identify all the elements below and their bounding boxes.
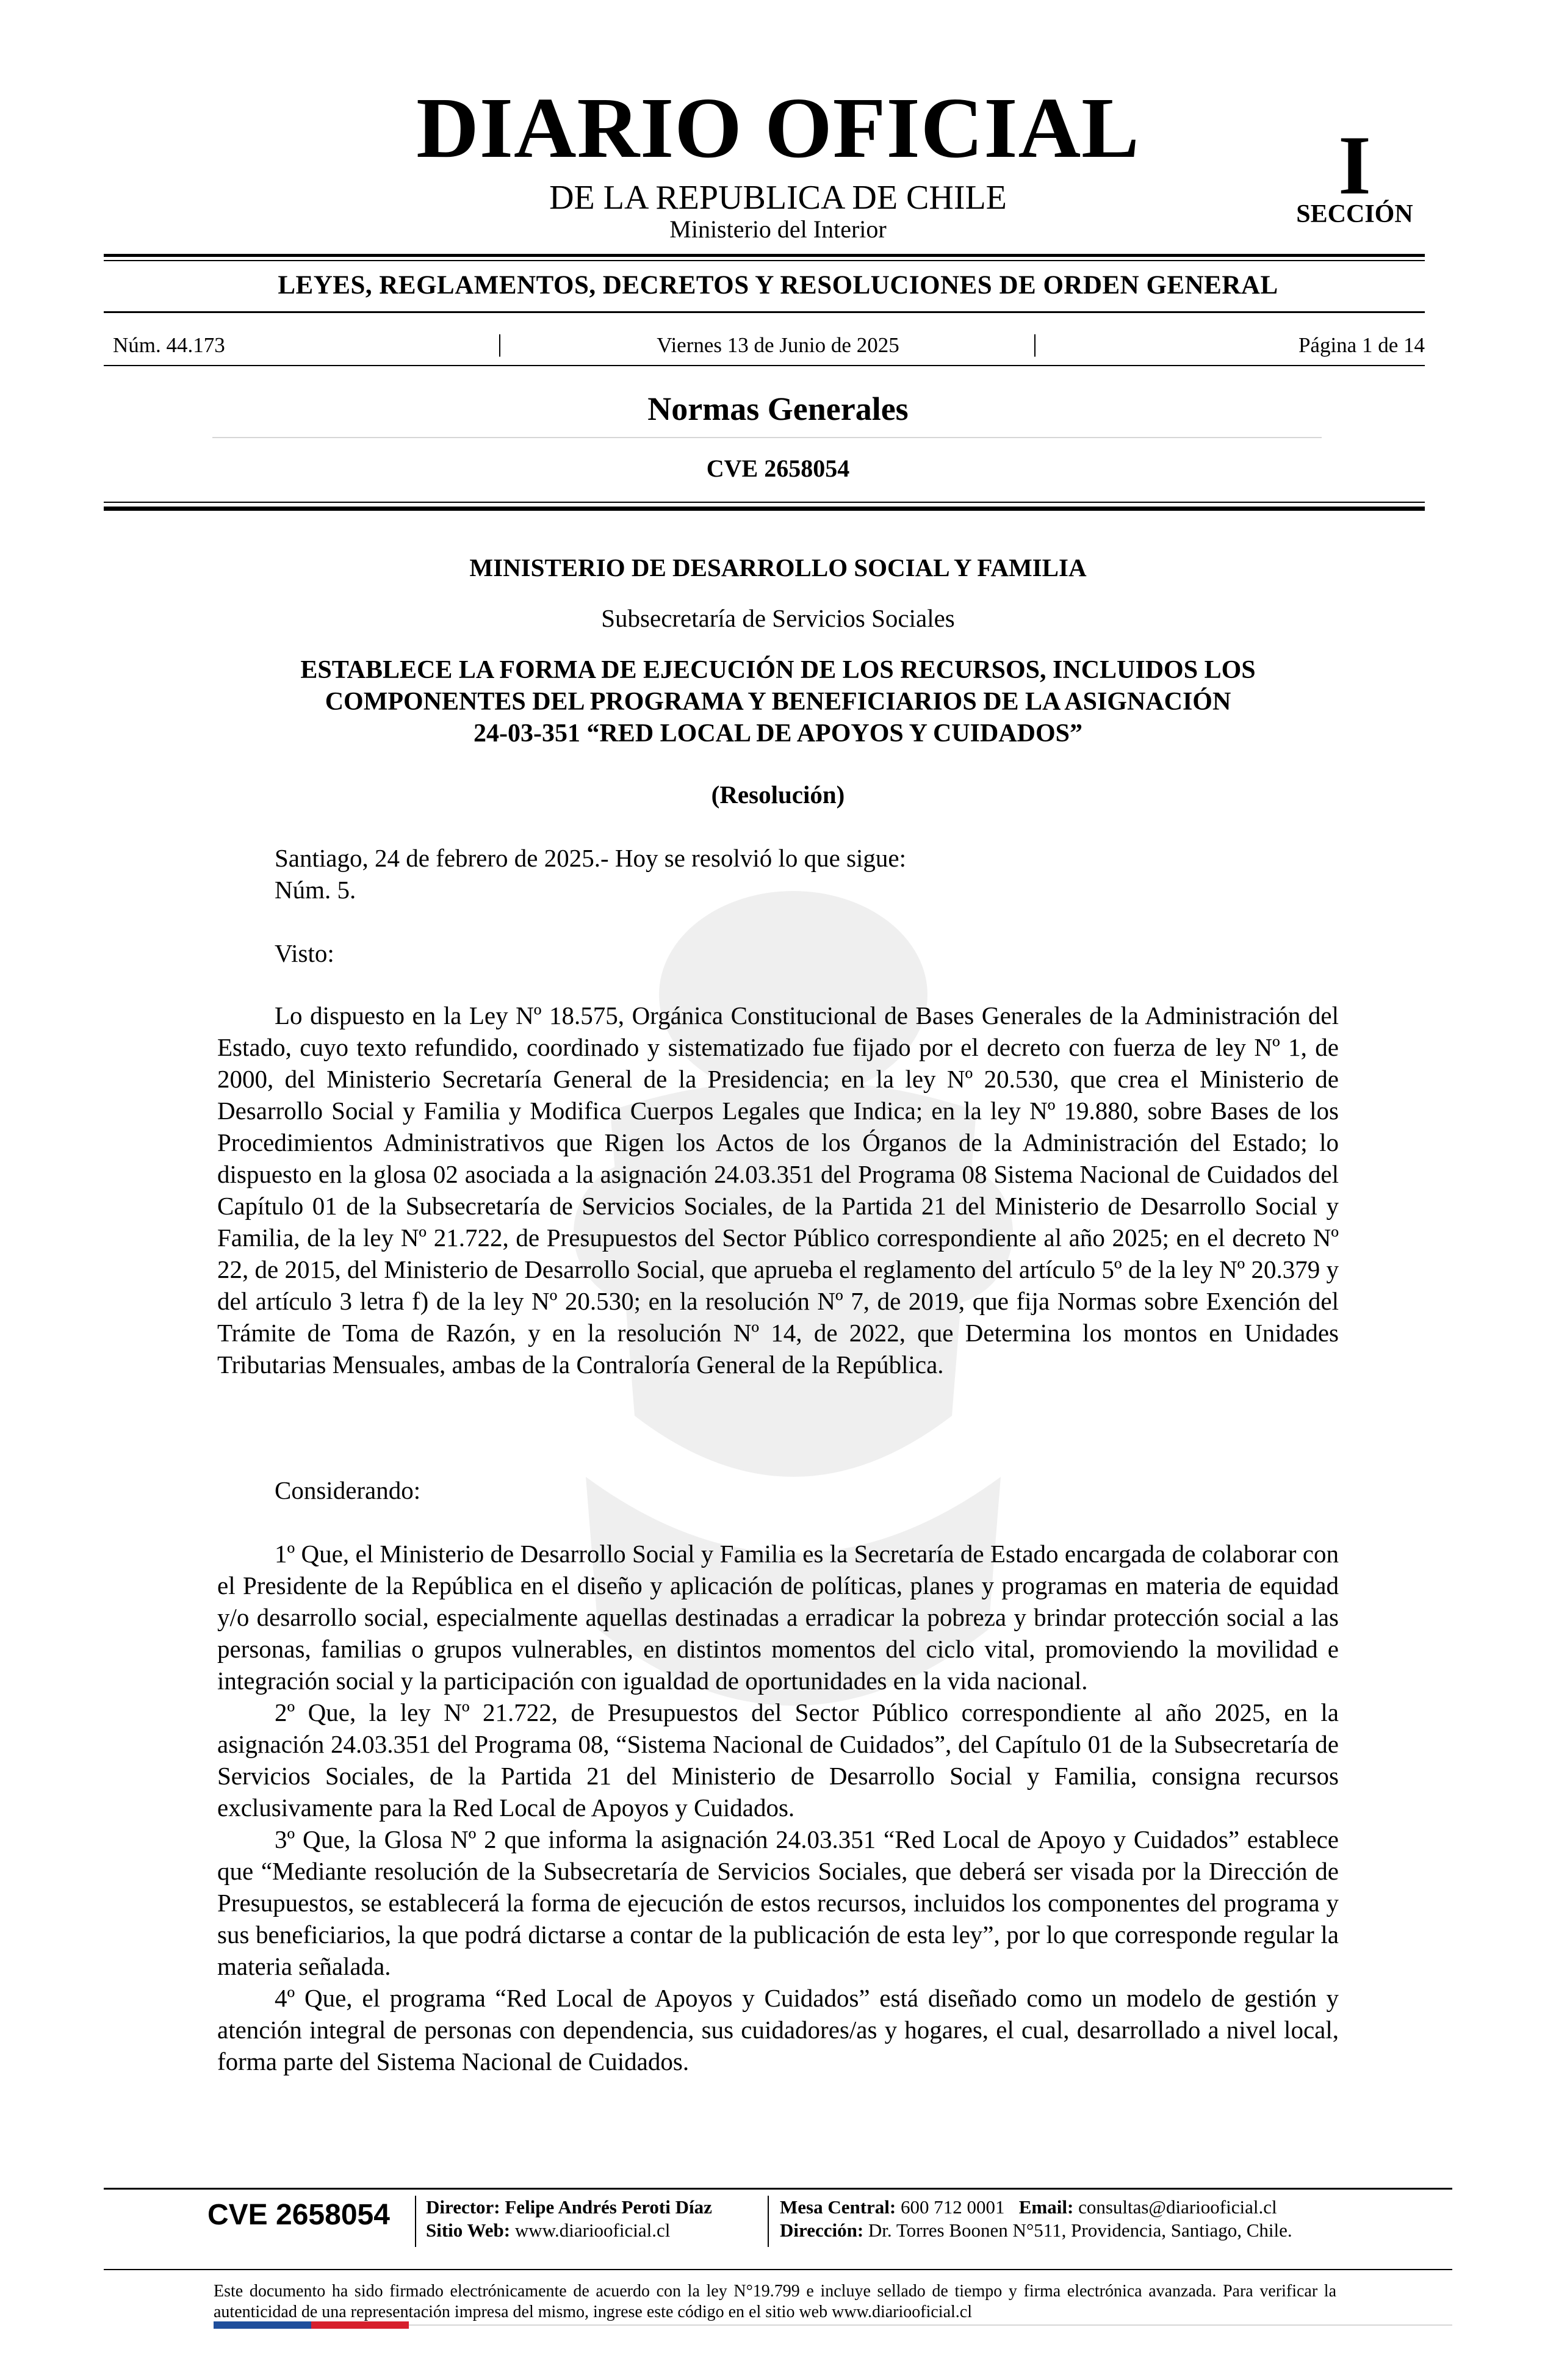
- signature-disclaimer: Este documento ha sido firmado electrónicamente de acuerdo con la ley N°19.799 e incluye sellado de tiempo y firma electrónica avanzada. Para verificar la autenticidad de una representación impresa del mismo, ingrese este código en el sitio web www.diariooficial.cl: [214, 2282, 1336, 2321]
- footer-director-block: [426, 2196, 712, 2242]
- director-label: Director:: [426, 2196, 500, 2218]
- footer-divider: [768, 2196, 769, 2247]
- issue-rule: [104, 365, 1425, 366]
- issue-separator-right: |: [1032, 330, 1038, 357]
- place-date: Santiago, 24 de febrero de 2025.- Hoy se resolvió lo que sigue:: [275, 844, 907, 872]
- email-link[interactable]: consultas@diariooficial.cl: [1078, 2196, 1277, 2218]
- visto-text: Lo dispuesto en la Ley Nº 18.575, Orgánica Constitucional de Bases Generales de la Administración del Estado, cuyo texto refundido, coordinado y sistematizado fue fijado por el decreto con fuerza de ley Nº 1, de 2000, del Ministerio Secretaría General de la Presidencia; en la ley Nº 20.530, que crea el Ministerio de Desarrollo Social y Familia y Modifica Cuerpos Legales que Indica; en la ley Nº 19.880, sobre Bases de los Procedimientos Administrativos que Rigen los Actos de los Órganos de la Administración del Estado; lo dispuesto en la glosa 02 asociada a la asignación 24.03.351 del Programa 08 Sistema Nacional de Cuidados del Capítulo 01 de la Subsecretaría de Servicios Sociales, de la Partida 21 del Ministerio de Desarrollo Social y Familia, de la ley Nº 21.722, de Presupuestos del Sector Público correspondiente al año 2025; en el decreto Nº 22, de 2015, del Ministerio de Desarrollo Social, que aprueba el reglamento del artículo 5º de la ley Nº 20.379 y del artículo 3 letra f) de la ley Nº 20.530; en la resolución Nº 7, de 2019, que fija Normas sobre Exención del Trámite de Toma de Razón, y en la resolución Nº 14, de 2022, que Determina los montos en Unidades Tributarias Mensuales, ambas de la Contraloría General de la República.: [217, 1001, 1339, 1379]
- header-bottom-rule-thin: [104, 502, 1425, 503]
- mesa-label: Mesa Central:: [780, 2196, 896, 2218]
- considerando-item: 4º Que, el programa “Red Local de Apoyos y Cuidados” está diseñado como un modelo de gestión y atención integral de personas con dependencia, sus cuidadores/as y hogares, el cual, desarrollado a nivel local, forma parte del Sistema Nacional de Cuidados.: [217, 1984, 1339, 2075]
- section-label: SECCIÓN: [1296, 200, 1413, 228]
- website-label: Sitio Web:: [426, 2220, 511, 2241]
- header-bottom-rule-thick: [104, 507, 1425, 511]
- document-type: (Resolución): [711, 781, 845, 809]
- considerando-item: 1º Que, el Ministerio de Desarrollo Social y Familia es la Secretaría de Estado encargada de colaborar con el Presidente de la República en el diseño y aplicación de políticas, planes y programas en materia de equidad y/o desarrollo social, especialmente aquellas destinadas a erradicar la pobreza y brindar protección social a las personas, familias o grupos vulnerables, en distintos momentos del ciclo vital, promoviendo la movilidad e integración social y la participación con igualdad de oportunidades en la vida nacional.: [217, 1540, 1339, 1695]
- resolution-number: Núm. 5.: [275, 876, 356, 904]
- footer-rule-bottom: [104, 2269, 1452, 2270]
- visto-label: Visto:: [275, 939, 334, 967]
- masthead-rule-thick: [104, 254, 1425, 257]
- contact-line: [780, 2196, 1292, 2219]
- section-title-rule: [212, 437, 1322, 438]
- resolution-title-line: ESTABLECE LA FORMA DE EJECUCIÓN DE LOS RECURSOS, INCLUIDOS LOS: [300, 656, 1256, 684]
- category-heading: LEYES, REGLAMENTOS, DECRETOS Y RESOLUCIONES DE ORDEN GENERAL: [278, 271, 1278, 300]
- flag-stripe-blue: [214, 2321, 311, 2329]
- website-link[interactable]: www.diariooficial.cl: [514, 2220, 671, 2241]
- resolution-title-line: 24-03-351 “RED LOCAL DE APOYOS Y CUIDADOS”: [474, 719, 1082, 748]
- considerando-item: 2º Que, la ley Nº 21.722, de Presupuestos del Sector Público correspondiente al año 2025, en la asignación 24.03.351 del Programa 08, “Sistema Nacional de Cuidados”, del Capítulo 01 de la Subsecretaría de Servicios Sociales, de la Partida 21 del Ministerio de Desarrollo Social y Familia, consigna recursos exclusivamente para la Red Local de Apoyos y Cuidados.: [217, 1698, 1339, 1822]
- masthead-rule-thin: [104, 260, 1425, 261]
- email-label: Email:: [1018, 2196, 1074, 2218]
- section-number: I: [1338, 118, 1371, 212]
- footer-rule: [104, 2188, 1452, 2190]
- issuing-ministry: MINISTERIO DE DESARROLLO SOCIAL Y FAMILIA: [469, 554, 1087, 582]
- resolution-title: [183, 654, 1373, 749]
- footer-contact-block: [780, 2196, 1292, 2242]
- considerando-item: 3º Que, la Glosa Nº 2 que informa la asignación 24.03.351 “Red Local de Apoyo y Cuidados” establece que “Mediante resolución de la Subsecretaría de Servicios Sociales, que deberá ser visada por la Dirección de Presupuestos, se establecerá la forma de ejecución de estos recursos, incluidos los componentes del programa y sus beneficiarios, la que podrá dictarse a contar de la publicación de esta ley”, por lo que corresponde regular la materia señalada.: [217, 1825, 1339, 1980]
- issue-separator-left: |: [497, 330, 503, 357]
- considerando-label: Considerando:: [275, 1476, 421, 1504]
- footer-divider: [415, 2196, 416, 2247]
- visto-paragraph: [217, 1000, 1339, 1380]
- section-title: Normas Generales: [647, 391, 909, 427]
- considerandos: [217, 1538, 1339, 2077]
- resolution-title-line: COMPONENTES DEL PROGRAMA Y BENEFICIARIOS DE LA ASIGNACIÓN: [325, 688, 1231, 716]
- issue-number: Núm. 44.173: [113, 333, 225, 357]
- footer-cve-code: CVE 2658054: [207, 2199, 390, 2231]
- director-line: [426, 2196, 712, 2219]
- cve-code: CVE 2658054: [706, 455, 850, 482]
- mesa-phone: 600 712 0001: [901, 2196, 1005, 2218]
- subsecretaria: Subsecretaría de Servicios Sociales: [601, 604, 955, 632]
- flag-stripe-red: [311, 2321, 409, 2329]
- flag-stripe-gray: [409, 2324, 1452, 2326]
- newspaper-ministry: Ministerio del Interior: [669, 215, 887, 243]
- newspaper-subtitle: DE LA REPUBLICA DE CHILE: [549, 179, 1007, 217]
- address-label: Dirección:: [780, 2220, 864, 2241]
- address-line: [780, 2219, 1292, 2242]
- director-name: Felipe Andrés Peroti Díaz: [505, 2196, 712, 2218]
- page-indicator: Página 1 de 14: [1298, 333, 1425, 357]
- newspaper-title: DIARIO OFICIAL: [416, 79, 1140, 176]
- website-line: [426, 2219, 712, 2242]
- address-value: Dr. Torres Boonen N°511, Providencia, Santiago, Chile.: [868, 2220, 1292, 2241]
- category-rule: [104, 311, 1425, 313]
- issue-date: Viernes 13 de Junio de 2025: [657, 333, 899, 357]
